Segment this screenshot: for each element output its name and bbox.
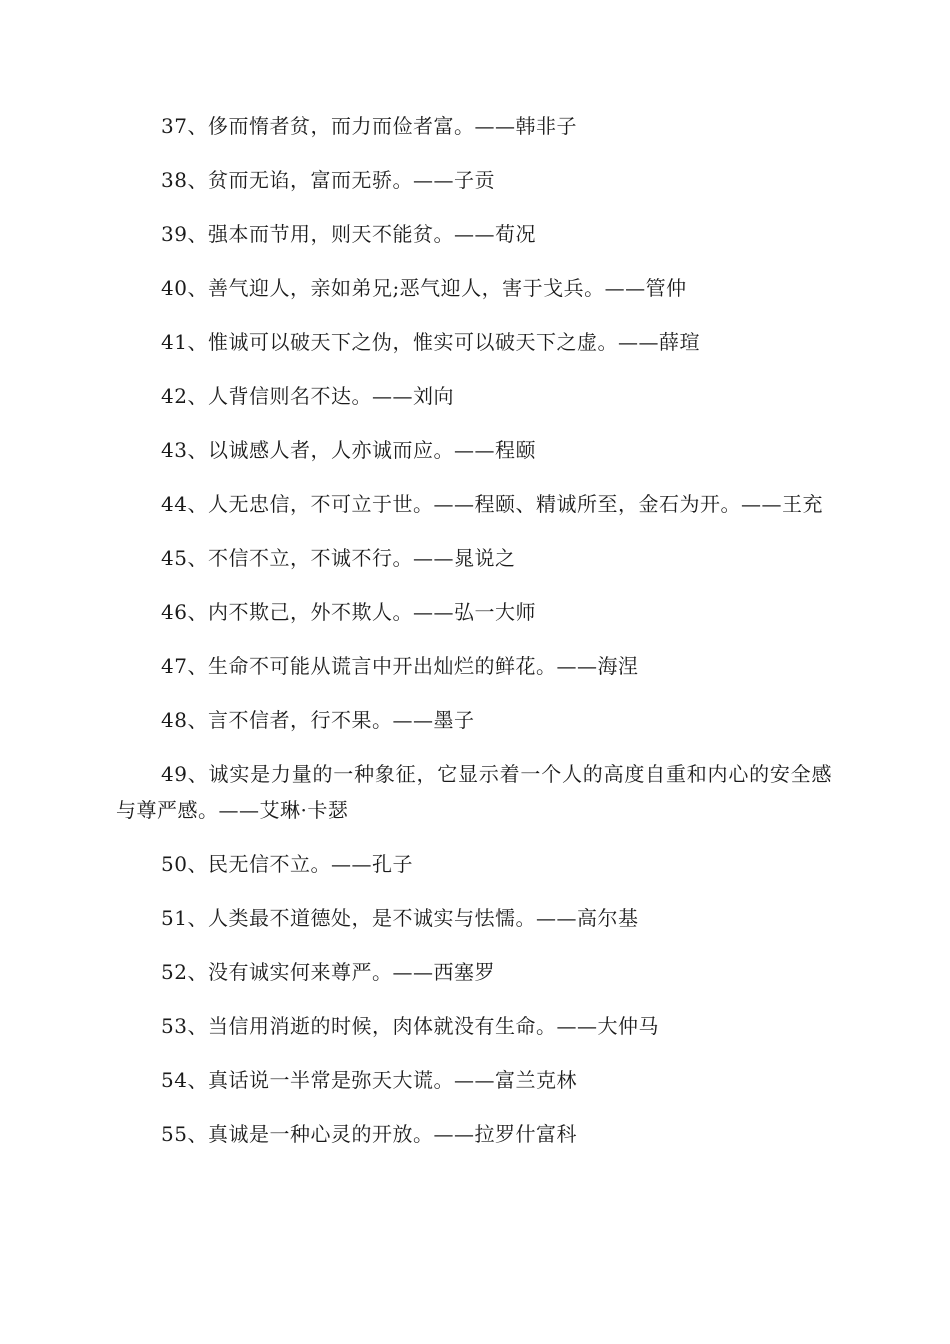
quote-48: 48、言不信者，行不果。——墨子 bbox=[161, 708, 475, 732]
quote-43: 43、以诚感人者，人亦诚而应。——程颐 bbox=[161, 438, 536, 462]
quote-37: 37、侈而惰者贫，而力而俭者富。——韩非子 bbox=[161, 114, 577, 138]
quote-49: 49、诚实是力量的一种象征，它显示着一个人的高度自重和内心的安全感与尊严感。——艾琳·卡瑟 bbox=[116, 762, 832, 822]
quote-44: 44、人无忠信，不可立于世。——程颐、精诚所至，金石为开。——王充 bbox=[161, 492, 823, 516]
quote-42: 42、人背信则名不达。——刘向 bbox=[161, 384, 454, 408]
quote-40: 40、善气迎人，亲如弟兄;恶气迎人，害于戈兵。——管仲 bbox=[161, 276, 687, 300]
quote-52: 52、没有诚实何来尊严。——西塞罗 bbox=[161, 960, 495, 984]
quote-45: 45、不信不立，不诚不行。——晁说之 bbox=[161, 546, 516, 570]
quote-53: 53、当信用消逝的时候，肉体就没有生命。——大仲马 bbox=[161, 1014, 659, 1038]
quote-55: 55、真诚是一种心灵的开放。——拉罗什富科 bbox=[161, 1122, 577, 1146]
quote-46: 46、内不欺己，外不欺人。——弘一大师 bbox=[161, 600, 536, 624]
document-page bbox=[116, 108, 832, 1152]
quote-41: 41、惟诚可以破天下之伪，惟实可以破天下之虚。——薛瑄 bbox=[161, 330, 700, 354]
quote-54: 54、真话说一半常是弥天大谎。——富兰克林 bbox=[161, 1068, 577, 1092]
quote-47: 47、生命不可能从谎言中开出灿烂的鲜花。——海涅 bbox=[161, 654, 639, 678]
quote-50: 50、民无信不立。——孔子 bbox=[161, 852, 413, 876]
quote-39: 39、强本而节用，则天不能贫。——荀况 bbox=[161, 222, 536, 246]
quote-38: 38、贫而无谄，富而无骄。——子贡 bbox=[161, 168, 495, 192]
quote-51: 51、人类最不道德处，是不诚实与怯懦。——高尔基 bbox=[161, 906, 639, 930]
